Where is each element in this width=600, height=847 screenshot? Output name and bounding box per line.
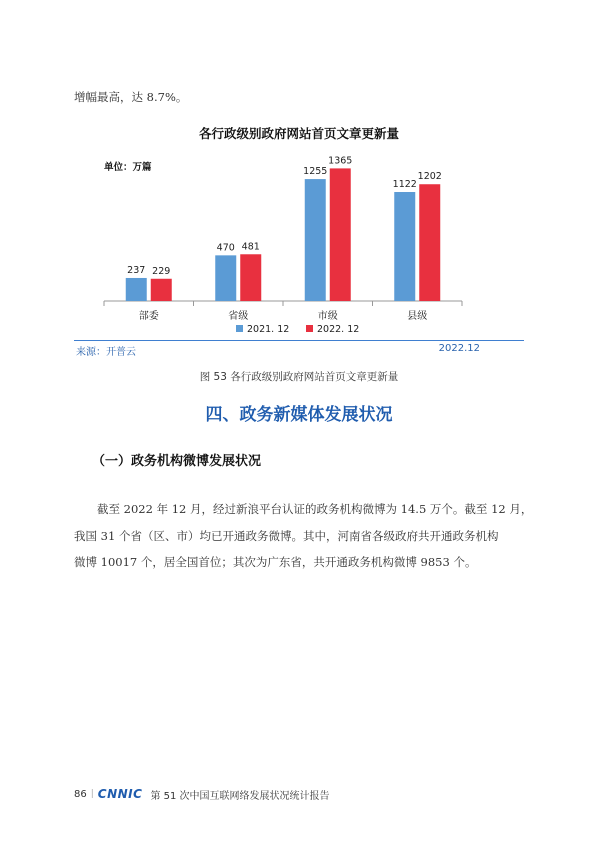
bar-value-label: 1202 bbox=[417, 171, 442, 183]
page-number: 86 bbox=[74, 788, 87, 800]
bar bbox=[240, 254, 261, 301]
legend-swatch bbox=[236, 325, 243, 332]
legend-label: 2021. 12 bbox=[247, 324, 290, 335]
chart-date: 2022.12 bbox=[438, 343, 480, 354]
footer-separator: | bbox=[90, 789, 94, 799]
section-title: 四、政务新媒体发展状况 bbox=[205, 405, 393, 425]
cnnic-logo: CNNIC bbox=[97, 787, 143, 801]
bar bbox=[305, 179, 326, 301]
bar-value-label: 1365 bbox=[328, 155, 353, 167]
bar-value-label: 229 bbox=[152, 265, 171, 277]
category-label: 部委 bbox=[138, 311, 159, 322]
bar bbox=[394, 192, 415, 301]
bar-value-label: 237 bbox=[127, 264, 146, 276]
bar-value-label: 470 bbox=[216, 242, 235, 254]
paragraph-line: 截至 2022 年 12 月，经过新浪平台认证的政务机构微博为 14.5 万个。截至 12 月， bbox=[97, 502, 533, 516]
bar bbox=[126, 278, 147, 301]
category-label: 省级 bbox=[228, 311, 249, 322]
chart-title: 各行政级别政府网站首页文章更新量 bbox=[198, 126, 399, 141]
chart-unit-label: 单位：万篇 bbox=[104, 162, 152, 173]
bar bbox=[151, 279, 172, 301]
category-label: 县级 bbox=[407, 311, 428, 322]
legend-swatch bbox=[306, 325, 313, 332]
page-footer bbox=[74, 786, 330, 802]
paragraph-line: 我国 31 个省（区、市）均已开通政务微博。其中，河南省各级政府共开通政务机构 bbox=[74, 528, 499, 543]
source-bar bbox=[74, 340, 524, 359]
bar bbox=[215, 255, 236, 301]
paragraph-line: 微博 10017 个，居全国首位；其次为广东省，共开通政务机构微博 9853 个。 bbox=[74, 555, 477, 569]
body-paragraph bbox=[74, 496, 533, 576]
category-label: 市级 bbox=[317, 311, 338, 322]
bar-value-label: 1122 bbox=[392, 179, 417, 191]
bar bbox=[330, 168, 351, 301]
report-title: 第 51 次中国互联网络发展状况统计报告 bbox=[150, 790, 330, 802]
subsection-title: （一）政务机构微博发展状况 bbox=[92, 454, 262, 469]
bar bbox=[419, 184, 440, 301]
intro-text: 增幅最高，达 8.7%。 bbox=[74, 90, 188, 104]
chart-source: 来源：开普云 bbox=[76, 347, 136, 358]
bar-value-label: 481 bbox=[241, 241, 260, 253]
bar-value-label: 1255 bbox=[303, 166, 328, 178]
legend-label: 2022. 12 bbox=[317, 324, 360, 335]
figure-caption: 图 53 各行政级别政府网站首页文章更新量 bbox=[199, 371, 399, 383]
